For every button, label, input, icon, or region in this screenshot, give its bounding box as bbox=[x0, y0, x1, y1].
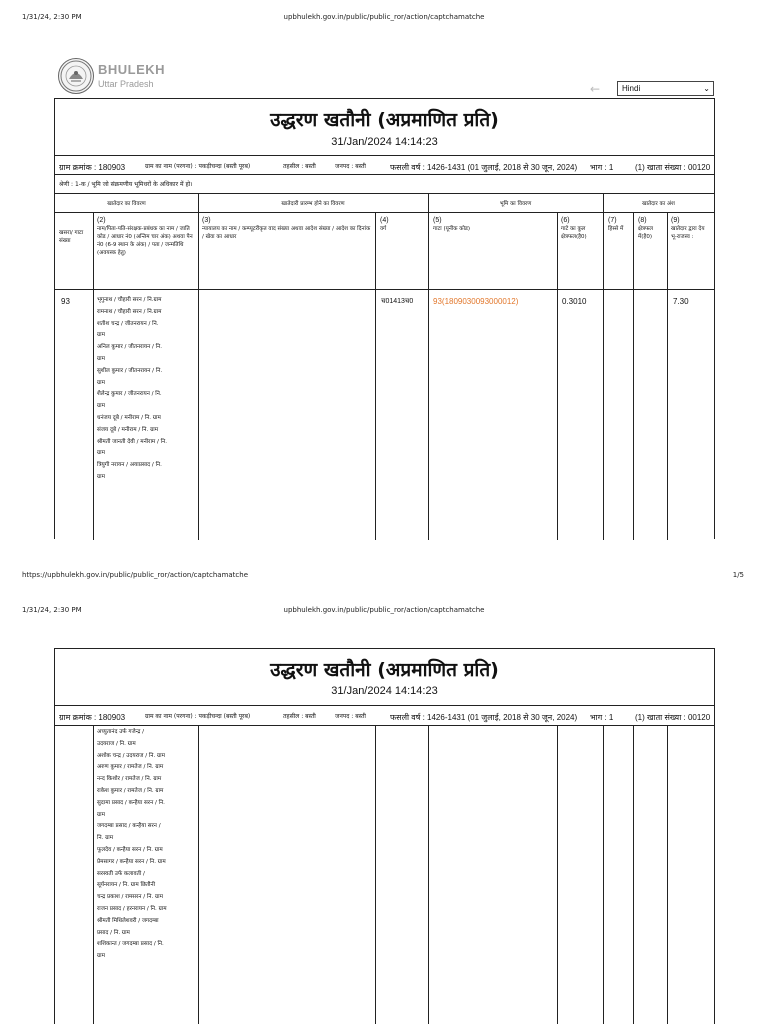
group-header-khatedar: खातेदार का विवरण bbox=[107, 201, 146, 207]
print-footer bbox=[0, 571, 768, 581]
grid-line bbox=[603, 193, 604, 212]
col-header-revenue: (9) खातेदार द्वारा देय भू-राजस्व : bbox=[671, 217, 705, 240]
list-item: ग्राम bbox=[97, 379, 105, 386]
list-item: सुदामा प्रसाद / कन्हैया सरन / नि. bbox=[97, 799, 165, 806]
divider bbox=[55, 174, 714, 175]
list-item: प्रेमसागर / कन्हैया सरन / नि. ग्राम bbox=[97, 858, 166, 865]
grid-line bbox=[428, 725, 429, 1024]
print-header bbox=[0, 13, 768, 23]
list-item: ग्राम bbox=[97, 355, 105, 362]
list-item: ग्राम bbox=[97, 473, 105, 480]
up-emblem-icon bbox=[58, 58, 94, 94]
grid-line bbox=[375, 212, 376, 540]
col-header-court: (3) न्यायालय का नाम / कम्प्यूटरीकृत वाद संख्या अथवा आदेश संख्या / आदेश का दिनांक / खेवा का आधार bbox=[202, 217, 371, 240]
list-item: जगदम्बा प्रसाद / कन्हैया सरन / bbox=[97, 823, 161, 830]
grid-line bbox=[93, 725, 94, 1024]
village-code: ग्राम क्रमांक : 180903 bbox=[59, 163, 126, 172]
owner-list-page-2 bbox=[97, 727, 201, 963]
group-header-basis: खातेदारी प्रारम्भ होने का विवरण bbox=[281, 201, 345, 207]
grid-line bbox=[603, 725, 604, 1024]
print-url: upbhulekh.gov.in/public/public_ror/action/captchamatche bbox=[283, 606, 485, 614]
gata-unique-code-link[interactable]: 93(1809030093000012) bbox=[433, 297, 519, 306]
col-header-share-area: (8) क्षेत्रफल में(है0) bbox=[638, 217, 653, 240]
meta-row bbox=[55, 156, 714, 174]
list-item: संजय दूबे / मनीराम / नि. ग्राम bbox=[97, 426, 159, 433]
part: भाग : 1 bbox=[590, 713, 614, 722]
generated-datetime: 31/Jan/2024 14:14:23 bbox=[331, 136, 438, 148]
list-item: रामनाथ / चौहारी सरन / नि.ग्राम bbox=[97, 308, 162, 315]
print-footer-url: https://upbhulekh.gov.in/public/public_ror/action/captchamatche bbox=[22, 571, 249, 579]
village-name: ग्राम का नाम (परगना) : पकड़ीचन्दा (बस्ती पूरब) bbox=[145, 713, 251, 720]
divider bbox=[55, 193, 714, 194]
owner-list-page-1 bbox=[97, 295, 201, 484]
list-item: ग्राम bbox=[97, 332, 105, 339]
grid-line bbox=[633, 725, 634, 1024]
grid-line bbox=[603, 212, 604, 540]
list-item: शैलेन्द्र कुमार / जीतनरायन / नि. bbox=[97, 391, 162, 398]
col-header-class: (4) वर्ग bbox=[380, 217, 389, 232]
print-url: upbhulekh.gov.in/public/public_ror/action/captchamatche bbox=[283, 13, 485, 21]
back-arrow-icon[interactable]: ← bbox=[590, 82, 601, 96]
khata-number: (1) खाता संख्या : 00120 bbox=[635, 163, 711, 172]
grid-line bbox=[667, 212, 668, 540]
grid-line bbox=[633, 212, 634, 540]
list-item: प्रसाद / नि. ग्राम bbox=[97, 929, 130, 936]
list-item: नन्द किशोर / रामतेज / नि. ग्राम bbox=[97, 776, 162, 783]
list-item: अशोक चन्द्र / उदयराज / नि. ग्राम bbox=[97, 752, 165, 759]
col-header-total-area: (6) गाटे का कुल क्षेत्रफल(है0) bbox=[561, 217, 587, 240]
grid-line bbox=[198, 193, 199, 212]
brand-state: Uttar Pradesh bbox=[98, 79, 154, 89]
document-title: उद्धरण खतौनी (अप्रमाणित प्रति) bbox=[270, 659, 499, 681]
tehsil: तहसील : बस्ती bbox=[283, 163, 316, 170]
land-class: च01413च0 bbox=[381, 298, 414, 305]
list-item: ग्राम bbox=[97, 450, 105, 457]
document-title: उद्धरण खतौनी (अप्रमाणित प्रति) bbox=[270, 109, 499, 131]
list-item: ग्राम bbox=[97, 953, 105, 960]
land-revenue: 7.30 bbox=[673, 297, 689, 306]
col-header-unique-code: (5) गाटा (यूनीक कोड) bbox=[433, 217, 470, 232]
list-item: ग्राम bbox=[97, 403, 105, 410]
list-item: अनिल कुमार / जीतनरायन / नि. bbox=[97, 344, 162, 351]
gata-number: 93 bbox=[61, 297, 70, 306]
chevron-down-icon: ⌄ bbox=[703, 84, 710, 93]
grid-line bbox=[667, 725, 668, 1024]
list-item: उदयराज / नि. ग्राम bbox=[97, 740, 136, 747]
print-header-page-2 bbox=[0, 606, 768, 616]
grid-line bbox=[375, 725, 376, 1024]
list-item: श्रीमती जानती देवी / मनीराम / नि. bbox=[97, 438, 168, 445]
list-item: सूर्यनरायन / नि. ग्राम छितौनी bbox=[97, 882, 156, 889]
group-header-share: खातेदार का अंश bbox=[642, 201, 675, 207]
list-item: सरस्वती उर्फ कलावती / bbox=[97, 870, 145, 877]
list-item: भृगुनाथ / चौहारी सरन / नि.ग्राम bbox=[97, 297, 162, 303]
grid-line bbox=[428, 212, 429, 540]
gata-total-area: 0.3010 bbox=[562, 297, 587, 306]
list-item: चन्द्र प्रकाश / रामसरन / नि. ग्राम bbox=[97, 894, 163, 901]
list-item: त्रियुगी नरायन / अयाप्रसाद / नि. bbox=[97, 462, 162, 469]
list-item: फूलदेव / कन्हैया सरन / नि. ग्राम bbox=[97, 846, 163, 853]
khatauni-document-page-1 bbox=[54, 98, 715, 539]
print-datetime: 1/31/24, 2:30 PM bbox=[22, 13, 82, 21]
divider bbox=[55, 289, 714, 290]
fasli-year: फसली वर्ष : 1426-1431 (01 जुलाई, 2018 से 30 जून, 2024) bbox=[390, 713, 578, 722]
grid-line bbox=[557, 212, 558, 540]
village-name: ग्राम का नाम (परगना) : पकड़ीचन्दा (बस्ती पूरब) bbox=[145, 163, 251, 170]
divider bbox=[55, 212, 714, 213]
fasli-year: फसली वर्ष : 1426-1431 (01 जुलाई, 2018 से 30 जून, 2024) bbox=[390, 163, 578, 172]
khata-number: (1) खाता संख्या : 00120 bbox=[635, 713, 711, 722]
category-note: श्रेणी : 1-क / भूमि जो संक्रमणीय भूमिधरों के अधिकार में हो। bbox=[59, 181, 193, 188]
list-item: सुशील कुमार / जीतनरायन / नि. bbox=[97, 367, 163, 374]
grid-line bbox=[557, 725, 558, 1024]
list-item: धनंजय दूबे / मनीराम / नि. ग्राम bbox=[97, 414, 161, 421]
tehsil: तहसील : बस्ती bbox=[283, 713, 316, 720]
language-selected: Hindi bbox=[622, 84, 641, 93]
print-datetime: 1/31/24, 2:30 PM bbox=[22, 606, 82, 614]
district: जनपद : बस्ती bbox=[335, 163, 366, 170]
bhulekh-logo[interactable] bbox=[58, 58, 178, 94]
part: भाग : 1 bbox=[590, 163, 614, 172]
list-item: अच्युतानंद उर्फ गजेन्द्र / bbox=[97, 729, 145, 735]
generated-datetime: 31/Jan/2024 14:14:23 bbox=[331, 685, 438, 697]
village-code: ग्राम क्रमांक : 180903 bbox=[59, 713, 126, 722]
col-header-gata: खसरा/ गाटा संख्या bbox=[59, 230, 84, 244]
district: जनपद : बस्ती bbox=[335, 713, 366, 720]
meta-row bbox=[55, 706, 714, 724]
khatauni-document-page-2 bbox=[54, 648, 715, 1024]
list-item: ग्राम bbox=[97, 811, 105, 818]
list-item: अरुण कुमार / रामतेज / नि. ग्राम bbox=[97, 764, 164, 771]
grid-line bbox=[93, 212, 94, 540]
list-item: श्रीमती मिथिलेशवरी / जगदम्बा bbox=[97, 917, 159, 924]
col-header-owner: (2) नाम/पिता-पति-संरक्षक-प्रबंधक का नाम / जाति कोड / आधार नं0 (अन्तिम चार अंक) अथवा पैन नं0 (6-9 स्थान के अंक) / पता / जन्मतिथि (अवयस्क हेतु) bbox=[97, 217, 193, 256]
brand-name: BHULEKH bbox=[98, 62, 166, 77]
list-item: शतीश चन्द्र / जीतनरायन / नि. bbox=[97, 320, 159, 327]
list-item: नि. ग्राम bbox=[97, 835, 114, 842]
language-select[interactable] bbox=[617, 81, 714, 96]
print-page-number: 1/5 bbox=[732, 571, 744, 579]
grid-line bbox=[428, 193, 429, 212]
group-header-land: भूमि का विवरण bbox=[499, 201, 532, 207]
divider bbox=[55, 725, 714, 726]
list-item: राजन प्रसाद / हरनरायन / नि. ग्राम bbox=[97, 905, 167, 912]
list-item: शशिकान्त / जगदम्बा प्रसाद / नि. bbox=[97, 941, 164, 948]
list-item: राकेश कुमार / रामतेज / नि. ग्राम bbox=[97, 787, 164, 794]
col-header-share: (7) हिस्से में bbox=[608, 217, 624, 232]
